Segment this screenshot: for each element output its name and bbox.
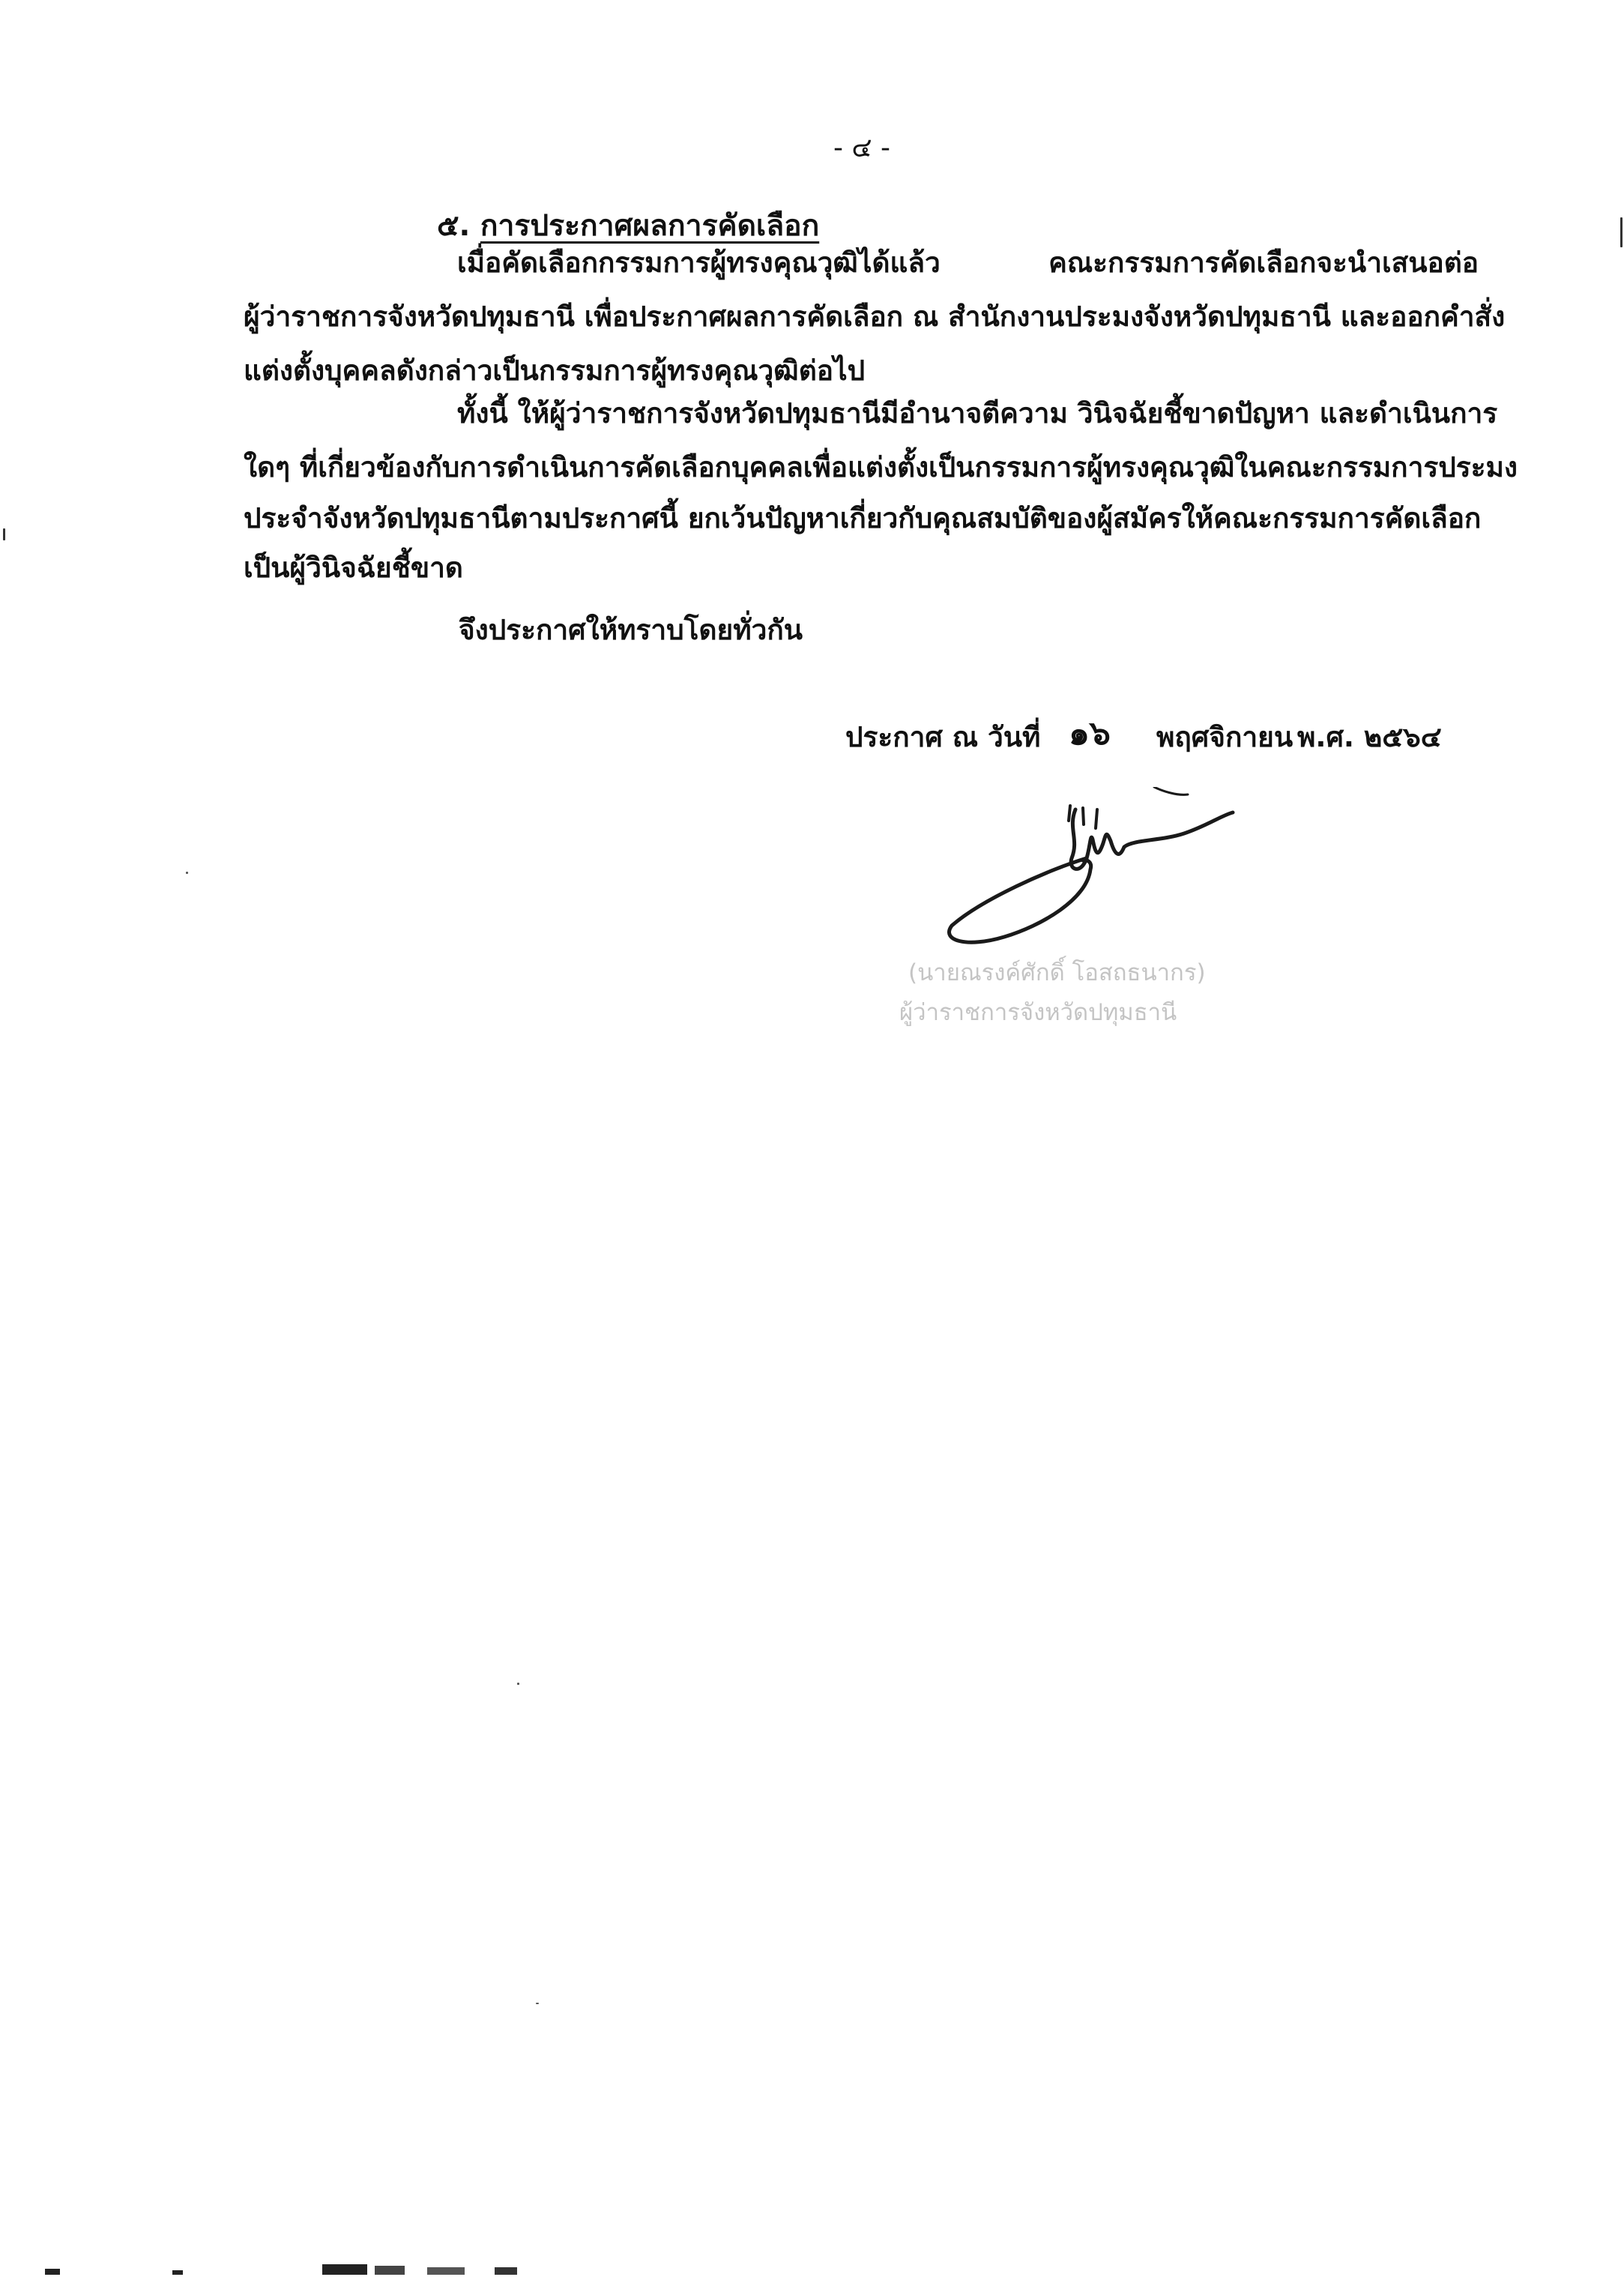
paragraph-line-3: แต่งตั้งบุคคลดังกล่าวเป็นกรรมการผู้ทรงคุณวุฒิต่อไป <box>244 355 866 387</box>
closing-statement: จึงประกาศให้ทราบโดยทั่วกัน <box>459 614 803 646</box>
paragraph-line-1: เมื่อคัดเลือกกรรมการผู้ทรงคุณวุฒิได้แล้ว คณะกรรมการคัดเลือกจะนำเสนอต่อ <box>457 247 1479 279</box>
paragraph-line-6: ประจำจังหวัดปทุมธานีตามประกาศนี้ ยกเว้นปัญหาเกี่ยวกับคุณสมบัติของผู้สมัครให้คณะกรรมการคัดเลือก <box>244 502 1482 534</box>
signatory-name: (นายณรงค์ศักดิ์ โอสถธนากร) <box>908 959 1206 986</box>
paragraph-line-7: เป็นผู้วินิจฉัยชี้ขาด <box>244 552 463 584</box>
scan-speck <box>517 1683 519 1685</box>
section-title: การประกาศผลการคัดเลือก <box>480 209 820 243</box>
paragraph-line-2: ผู้ว่าราชการจังหวัดปทุมธานี เพื่อประกาศผลการคัดเลือก ณ สำนักงานประมงจังหวัดปทุมธานี และออกคำสั่ง <box>244 301 1506 333</box>
section-number: ๕. <box>437 209 471 243</box>
date-day: ๑๖ <box>1069 714 1111 753</box>
paragraph-line-5: ใดๆ ที่เกี่ยวข้องกับการดำเนินการคัดเลือกบุคคลเพื่อแต่งตั้งเป็นกรรมการผู้ทรงคุณวุฒิในคณะกรรมการประมง <box>244 451 1518 483</box>
date-year: พ.ศ. ๒๕๖๔ <box>1297 721 1442 753</box>
scan-speck <box>186 872 188 874</box>
scan-edge-mark <box>3 528 5 540</box>
cropped-text-fragment <box>0 2237 1624 2277</box>
section-heading <box>437 202 819 249</box>
page-number: - ๔ - <box>833 133 891 163</box>
signature-image <box>937 787 1282 959</box>
paragraph-line-4: ทั้งนี้ ให้ผู้ว่าราชการจังหวัดปทุมธานีมีอำนาจตีความ วินิจฉัยชี้ขาดปัญหา และดำเนินการ <box>457 397 1498 429</box>
date-prefix: ประกาศ ณ วันที่ <box>845 721 1041 753</box>
signatory-title: ผู้ว่าราชการจังหวัดปทุมธานี <box>899 999 1177 1026</box>
date-month: พฤศจิกายน <box>1156 721 1294 753</box>
scan-speck <box>536 2003 539 2004</box>
scan-edge-mark <box>1620 217 1623 247</box>
